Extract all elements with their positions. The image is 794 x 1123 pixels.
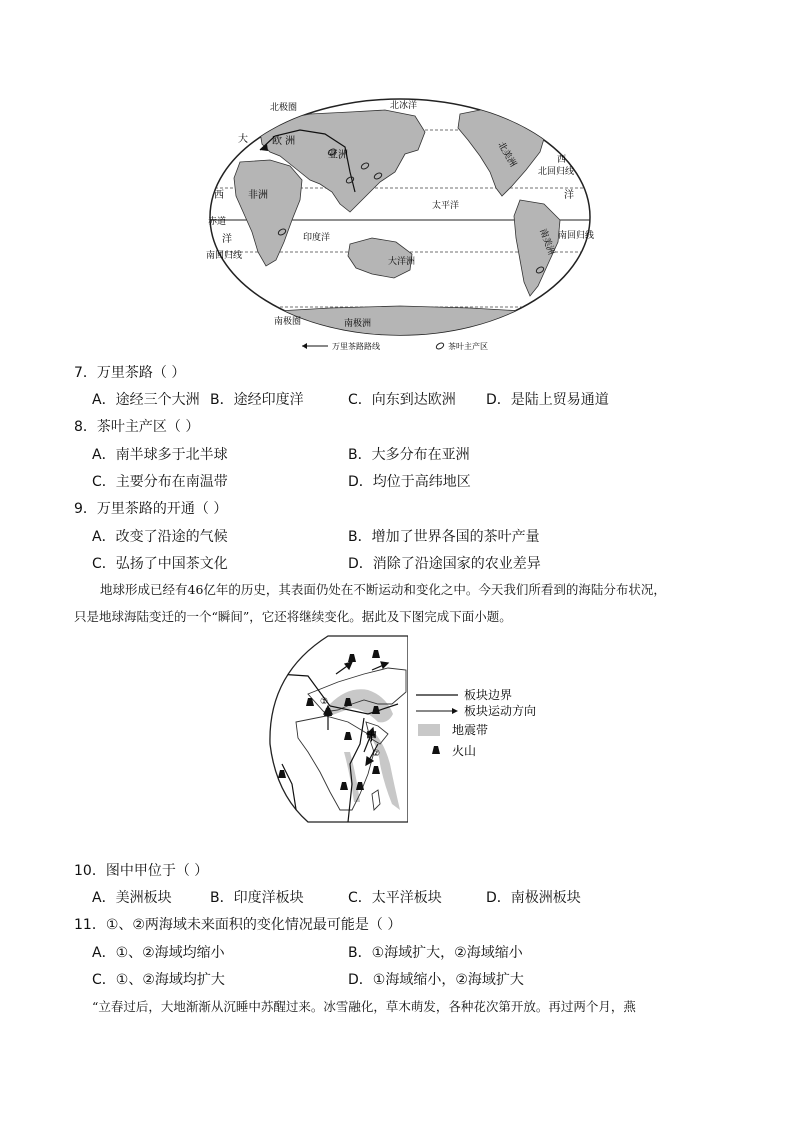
question-8-option-b[interactable]: B．大多分布在亚洲	[348, 447, 470, 463]
question-10	[74, 862, 208, 880]
label-circle-2: ②	[372, 749, 381, 759]
legend-boundary-label: 板块边界	[464, 688, 513, 702]
legend-tea-label: 茶叶主产区	[448, 342, 488, 351]
label-north-america: 北美洲	[495, 140, 518, 169]
label-antarctic-circle: 南极圈	[274, 317, 302, 327]
question-7	[74, 364, 185, 382]
world-map	[200, 92, 600, 354]
question-7-option-b[interactable]: B．途经印度洋	[210, 392, 304, 408]
question-10-number: 10．	[74, 863, 106, 879]
question-9	[74, 500, 227, 518]
legend-movement-label: 板块运动方向	[464, 704, 537, 718]
question-7-option-a[interactable]: A．途经三个大洲	[92, 392, 200, 408]
question-9-option-b[interactable]: B．增加了世界各国的茶叶产量	[348, 529, 540, 545]
legend-volcano-icon	[432, 746, 440, 754]
legend-tea-icon	[435, 342, 444, 350]
question-9-stem: 万里茶路的开通（ ）	[96, 501, 228, 517]
plate-map-figure	[268, 634, 408, 824]
label-asia: 亚洲	[328, 150, 348, 161]
question-10-option-b[interactable]: B．印度洋板块	[210, 890, 304, 906]
legend-quake-label: 地震带	[452, 723, 489, 737]
question-9-number: 9．	[74, 501, 97, 517]
question-11-option-a[interactable]: A．①、②海域均缩小	[92, 945, 225, 961]
question-9-option-c[interactable]: C．弘扬了中国茶文化	[92, 556, 228, 572]
question-10-option-d[interactable]: D．南极洲板块	[486, 890, 581, 906]
label-africa: 非洲	[248, 190, 268, 201]
plate-map-legend	[414, 688, 544, 768]
passage-1-line-1: 地球形成已经有46亿年的历史，其表面仍处在不断运动和变化之中。今天我们所看到的海陆分布状况，	[100, 582, 666, 597]
label-atlantic-3: 洋	[222, 234, 232, 245]
question-7-option-c[interactable]: C．向东到达欧洲	[348, 392, 456, 408]
legend-route-label: 万里茶路路线	[332, 342, 380, 351]
label-pacific: 太平洋	[432, 201, 460, 211]
label-arctic-circle: 北极圈	[270, 103, 298, 113]
question-9-option-a[interactable]: A．改变了沿途的气候	[92, 529, 228, 545]
question-10-option-c[interactable]: C．太平洋板块	[348, 890, 442, 906]
question-11-stem: ①、②两海域未来面积的变化情况最可能是（ ）	[105, 917, 402, 933]
question-8-stem: 茶叶主产区（ ）	[96, 419, 200, 435]
question-9-option-d[interactable]: D．消除了沿途国家的农业差异	[348, 556, 541, 572]
question-7-option-d[interactable]: D．是陆上贸易通道	[486, 392, 609, 408]
passage-1-line-2: 只是地球海陆变迁的一个“瞬间”，它还将继续变化。据此及下图完成下面小题。	[74, 609, 512, 624]
question-11	[74, 916, 401, 934]
question-8	[74, 418, 199, 436]
question-10-stem: 图中甲位于（ ）	[105, 863, 209, 879]
question-10-option-a[interactable]: A．美洲板块	[92, 890, 172, 906]
question-11-option-c[interactable]: C．①、②海域均扩大	[92, 972, 225, 988]
label-atlantic-2: 西	[214, 190, 224, 201]
label-arctic-ocean: 北冰洋	[390, 101, 418, 111]
label-atlantic-east: 洋	[564, 190, 574, 201]
question-8-option-d[interactable]: D．均位于高纬地区	[348, 474, 471, 490]
question-11-option-d[interactable]: D．①海域缩小，②海域扩大	[348, 972, 524, 988]
passage-2-line-1: “立春过后，大地渐渐从沉睡中苏醒过来。冰雪融化，草木萌发，各种花次第开放。再过两个月，燕	[92, 999, 636, 1014]
label-atlantic-1: 大	[238, 134, 248, 145]
world-map-figure	[200, 92, 600, 354]
plate-legend-svg	[414, 688, 544, 768]
question-8-number: 8．	[74, 419, 97, 435]
label-tropic-cancer-right: 北回归线	[538, 167, 575, 177]
label-equator: 赤道	[208, 217, 227, 227]
label-west-east: 西	[557, 155, 567, 165]
label-oceania: 大洋洲	[388, 257, 416, 267]
legend-route-arrow	[302, 343, 307, 349]
question-7-stem: 万里茶路（ ）	[96, 365, 186, 381]
legend-volcano-label: 火山	[452, 744, 477, 758]
label-tropic-capricorn-right: 南回归线	[558, 231, 595, 241]
question-8-option-c[interactable]: C．主要分布在南温带	[92, 474, 228, 490]
antarctica-shape	[200, 306, 600, 354]
label-tropic-capricorn-left: 南回归线	[206, 251, 243, 261]
world-map-legend	[302, 341, 488, 351]
question-11-option-b[interactable]: B．①海域扩大，②海域缩小	[348, 945, 523, 961]
question-11-number: 11．	[74, 917, 106, 933]
legend-movement-arrowhead	[452, 708, 458, 714]
label-jia: 甲	[366, 730, 377, 743]
label-circle-1: ①	[320, 697, 329, 707]
label-europe: 欧 洲	[272, 136, 296, 147]
plate-map	[268, 634, 408, 824]
label-indian-ocean: 印度洋	[303, 233, 331, 243]
question-8-option-a[interactable]: A．南半球多于北半球	[92, 447, 228, 463]
question-7-number: 7．	[74, 365, 97, 381]
label-antarctica: 南极洲	[344, 319, 372, 329]
label-south-america: 南美洲	[537, 227, 556, 257]
legend-quake-swatch	[418, 724, 440, 736]
